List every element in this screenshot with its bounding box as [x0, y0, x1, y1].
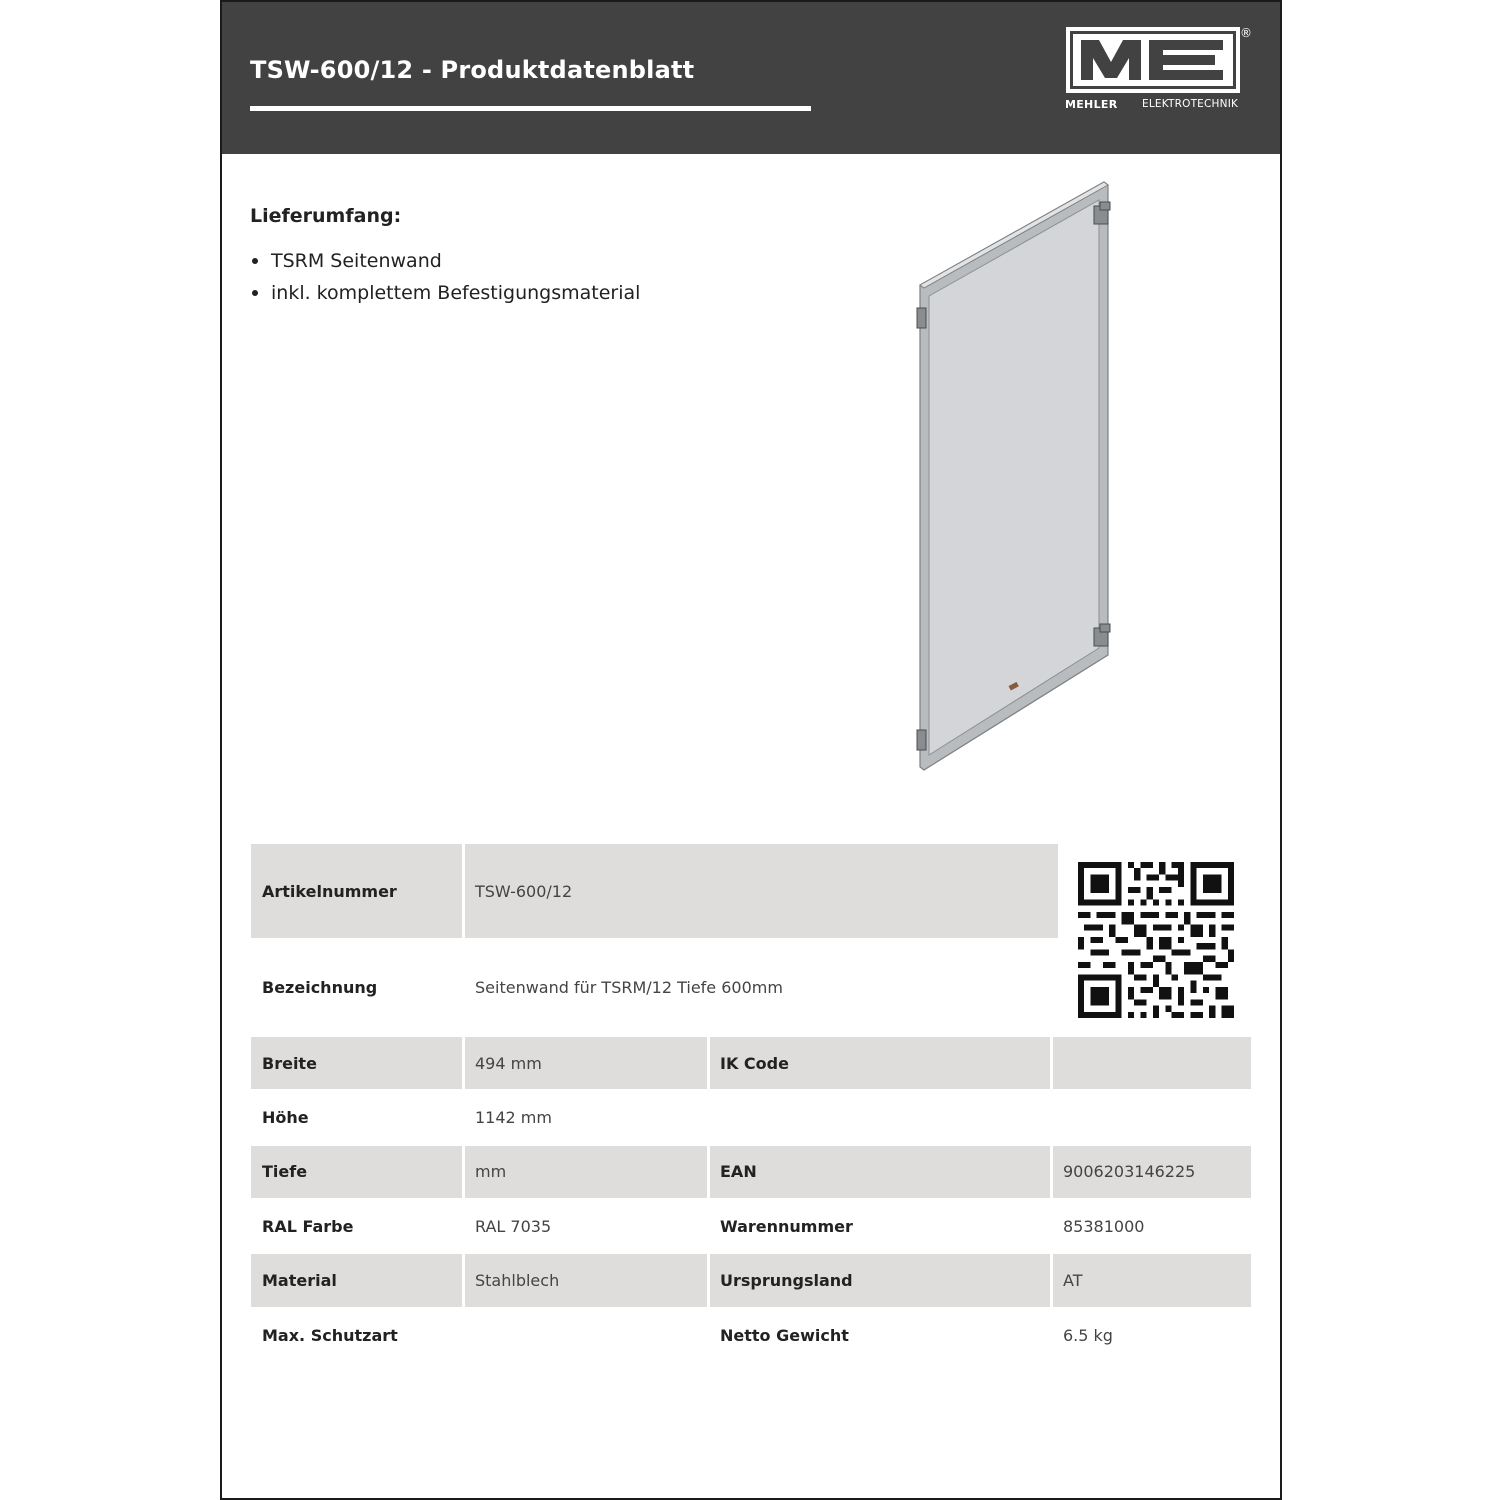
label-netto-gewicht: Netto Gewicht: [720, 1326, 849, 1345]
logo-brand-light: ELEKTROTECHNIK: [1142, 98, 1239, 110]
value-hoehe: 1142 mm: [475, 1108, 552, 1127]
value-ursprungsland: AT: [1063, 1271, 1083, 1290]
value-tiefe: mm: [475, 1162, 507, 1181]
value-ean: 9006203146225: [1063, 1162, 1196, 1181]
datasheet-page: [220, 0, 1282, 1500]
value-warennummer: 85381000: [1063, 1217, 1145, 1236]
label-ral-farbe: RAL Farbe: [262, 1217, 354, 1236]
value-bezeichnung: Seitenwand für TSRM/12 Tiefe 600mm: [475, 978, 783, 997]
label-bezeichnung: Bezeichnung: [262, 978, 378, 997]
header-bar: [222, 2, 1280, 154]
list-item: TSRM Seitenwand: [250, 247, 640, 279]
label-breite: Breite: [262, 1054, 317, 1073]
title-underline: [250, 106, 811, 111]
label-ean: EAN: [720, 1162, 757, 1181]
registered-mark: ®: [1240, 26, 1252, 40]
value-breite: 494 mm: [475, 1054, 542, 1073]
lieferumfang-list: [250, 247, 640, 311]
qr-code-icon: [1078, 862, 1234, 1018]
table-cell: [1053, 1037, 1251, 1089]
lieferumfang-title: Lieferumfang:: [250, 205, 402, 227]
logo-brand-bold: MEHLER: [1065, 98, 1118, 111]
page-title: TSW-600/12 - Produktdatenblatt: [250, 56, 695, 84]
label-hoehe: Höhe: [262, 1108, 309, 1127]
value-artikelnummer: TSW-600/12: [475, 882, 573, 901]
label-ik-code: IK Code: [720, 1054, 789, 1073]
table-cell: [710, 1146, 1050, 1198]
label-artikelnummer: Artikelnummer: [262, 882, 397, 901]
label-tiefe: Tiefe: [262, 1162, 308, 1181]
list-item: inkl. komplettem Befestigungsmaterial: [250, 279, 640, 311]
value-material: Stahlblech: [475, 1271, 560, 1290]
table-cell: [1053, 1254, 1251, 1307]
value-netto-gewicht: 6.5 kg: [1063, 1326, 1113, 1345]
side-wall-panel-illustration: [912, 172, 1122, 782]
label-material: Material: [262, 1271, 337, 1290]
label-max-schutzart: Max. Schutzart: [262, 1326, 398, 1345]
label-warennummer: Warennummer: [720, 1217, 853, 1236]
label-ursprungsland: Ursprungsland: [720, 1271, 853, 1290]
value-ral-farbe: RAL 7035: [475, 1217, 552, 1236]
